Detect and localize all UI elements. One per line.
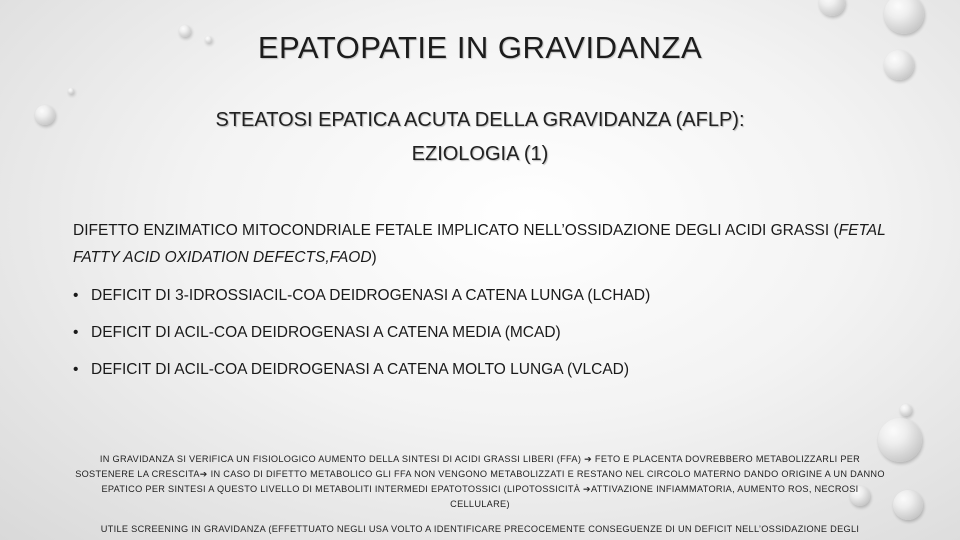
lead-text-a: DIFETTO ENZIMATICO MITOCONDRIALE FETALE IMPLICATO NELL’OSSIDAZIONE DEGLI ACIDI GRASSI ( — [73, 222, 839, 239]
deficit-list — [73, 283, 903, 394]
arrow-right-icon: ➔ — [584, 454, 593, 464]
water-drop-decoration — [35, 105, 55, 125]
footer-note: UTILE SCREENING IN GRAVIDANZA (EFFETTUATO NEGLI USA VOLTO A IDENTIFICARE PRECOCEMENTE CONSEGUENZE DI UN DEFICIT NELL’OSSIDAZIONE DEGLI — [100, 524, 860, 534]
water-drop-decoration — [900, 404, 912, 416]
subtitle-line-2: EZIOLOGIA (1) — [411, 143, 549, 165]
water-drop-decoration — [68, 88, 74, 94]
water-drop-decoration — [884, 0, 924, 34]
list-item — [73, 357, 903, 394]
slide-subtitle — [60, 103, 900, 171]
note-part-3: IN CASO DI DIFETTO METABOLICO GLI FFA NON VENGONO METABOLIZZATI E RESTANO NEL CIRCOLO MATERNO DANDO ORIGINE A UN DANNO EPATICO PER SINTESI A QUESTO LIVELLO DI METABOLITI INTERMEDI EPATOTOSSICI (LIPOTOSSICITÀ — [101, 469, 885, 494]
note-part-2: FETO E PLACENTA DOVREBBERO METABOLIZZARLI PER SOSTENERE LA CRESCITA — [75, 454, 861, 479]
explanatory-note — [72, 452, 888, 512]
bullet-icon: • — [73, 287, 79, 304]
bullet-icon: • — [73, 324, 79, 341]
water-drop-decoration — [819, 0, 845, 16]
list-item — [73, 320, 903, 357]
lead-text-italic: FETAL FATTY ACID OXIDATION DEFECTS,FAOD — [73, 222, 886, 266]
slide-title: EPATOPATIE IN GRAVIDANZA — [257, 30, 703, 65]
subtitle-line-1: STEATOSI EPATICA ACUTA DELLA GRAVIDANZA (AFLP): — [215, 109, 745, 131]
water-drop-decoration — [893, 490, 923, 520]
list-item-text: DEFICIT DI 3-IDROSSIACIL-COA DEIDROGENASI A CATENA LUNGA (LCHAD) — [91, 287, 651, 304]
note-part-4: ATTIVAZIONE INFIAMMATORIA, AUMENTO ROS, NECROSI CELLULARE) — [450, 484, 859, 509]
note-part-1: IN GRAVIDANZA SI VERIFICA UN FISIOLOGICO AUMENTO DELLA SINTESI DI ACIDI GRASSI LIBERI (FFA) — [99, 454, 585, 464]
list-item-text: DEFICIT DI ACIL-COA DEIDROGENASI A CATENA MEDIA (MCAD) — [91, 324, 561, 341]
list-item-text: DEFICIT DI ACIL-COA DEIDROGENASI A CATENA MOLTO LUNGA (VLCAD) — [91, 361, 630, 378]
lead-text-b: ) — [371, 249, 377, 266]
lead-paragraph — [73, 217, 903, 271]
list-item — [73, 283, 903, 320]
arrow-right-icon: ➔ — [583, 484, 592, 494]
arrow-right-icon: ➔ — [199, 469, 208, 479]
bullet-icon: • — [73, 361, 79, 378]
